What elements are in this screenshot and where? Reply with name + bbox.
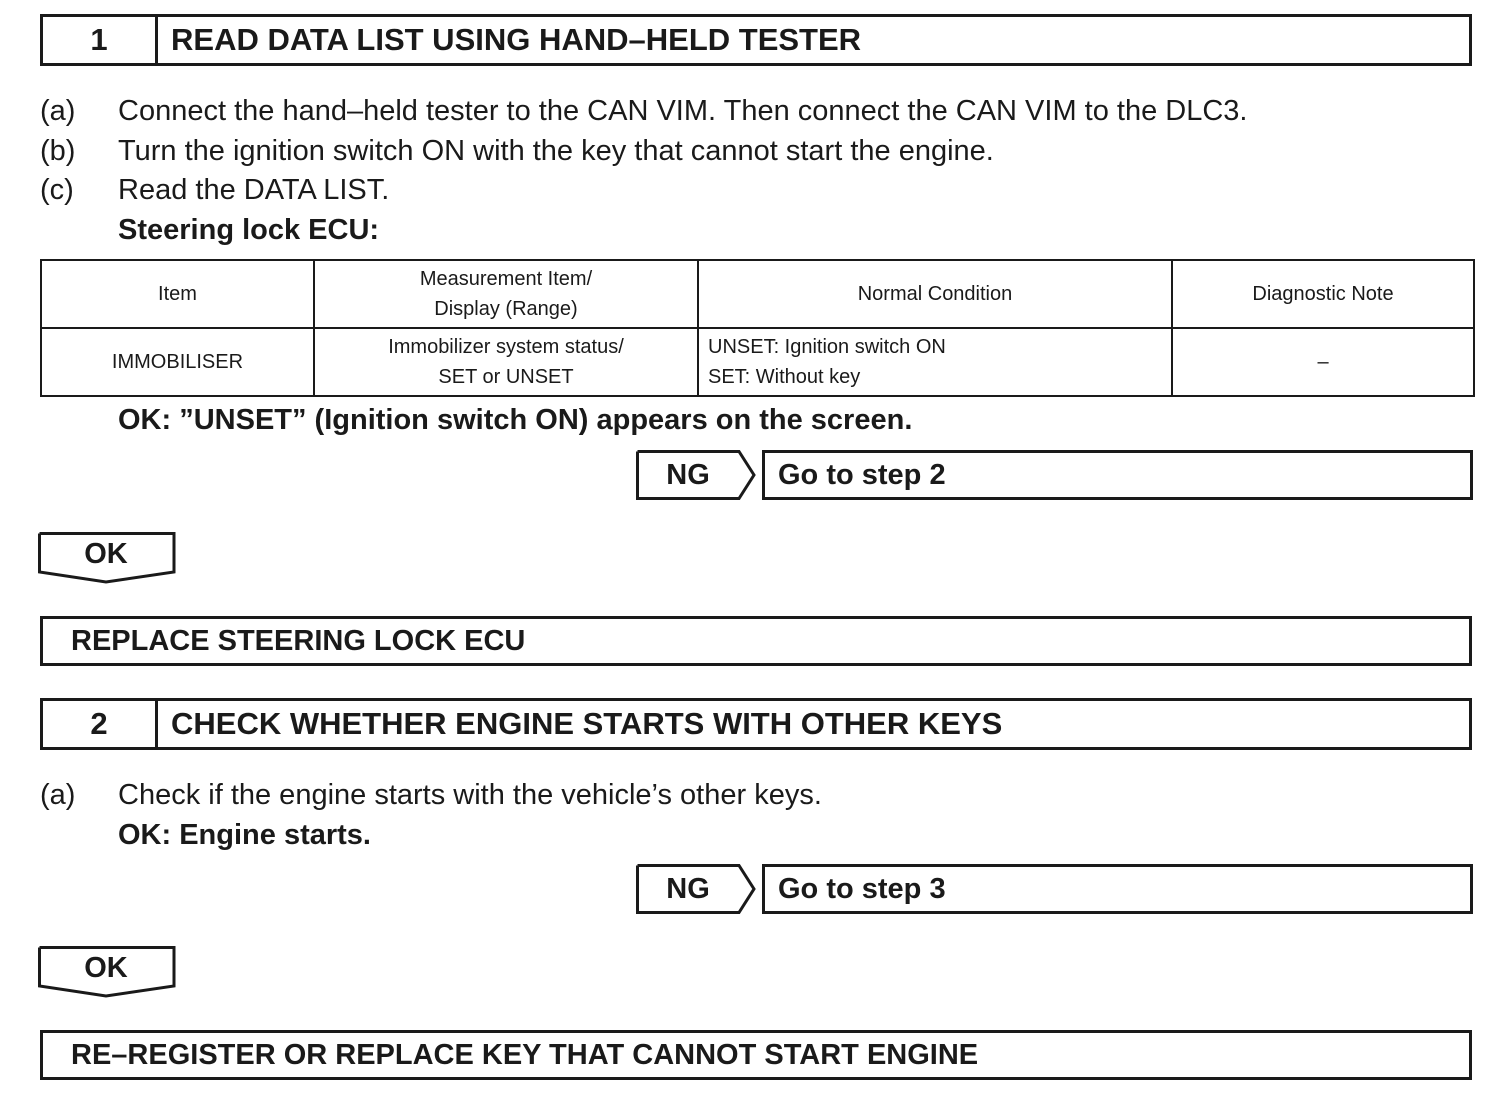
cell-item: IMMOBILISER	[41, 328, 314, 396]
step-2-ok-branch	[38, 946, 176, 998]
header-diagnostic-note: Diagnostic Note	[1172, 260, 1474, 328]
cell-diagnostic-note: –	[1172, 328, 1474, 396]
instruction-c	[40, 170, 1480, 210]
step-2-number: 2	[43, 701, 158, 747]
instruction-label: (c)	[40, 174, 74, 206]
cell-measurement	[314, 328, 698, 396]
table-heading: Steering lock ECU:	[118, 214, 380, 246]
step-1-header	[40, 14, 1472, 66]
cell-measurement-line1: Immobilizer system status/	[388, 336, 624, 358]
step-2-action: RE–REGISTER OR REPLACE KEY THAT CANNOT START ENGINE	[40, 1030, 1472, 1080]
header-measurement-line1: Measurement Item/	[419, 268, 593, 290]
step-2-header	[40, 698, 1472, 750]
instruction-text: Turn the ignition switch ON with the key that cannot start the engine.	[118, 135, 994, 167]
instruction-text: Read the DATA LIST.	[118, 174, 390, 206]
instruction-text: Connect the hand–held tester to the CAN VIM. Then connect the CAN VIM to the DLC3.	[118, 95, 1248, 127]
go-to-step-3[interactable]: Go to step 3	[762, 864, 1473, 914]
ng-arrow	[636, 864, 756, 914]
table-header-row	[41, 260, 1474, 328]
header-measurement	[314, 260, 698, 328]
header-item: Item	[41, 260, 314, 328]
step-1-title: READ DATA LIST USING HAND–HELD TESTER	[171, 22, 862, 57]
step-2-instruction-a	[40, 775, 1480, 815]
cell-normal-line1: UNSET: Ignition switch ON	[708, 336, 946, 358]
cell-normal-condition	[698, 328, 1172, 396]
instruction-b	[40, 131, 1480, 171]
ng-label: NG	[666, 872, 710, 905]
step-1-action: REPLACE STEERING LOCK ECU	[40, 616, 1472, 666]
table-row	[41, 328, 1474, 396]
step-2-ng-branch	[636, 864, 1473, 914]
step-1-ok-branch	[38, 532, 176, 584]
step-1-number: 1	[43, 17, 158, 63]
step-2-ok-condition: OK: Engine starts.	[118, 819, 371, 851]
ng-label: NG	[666, 458, 710, 491]
ok-label: OK	[84, 951, 128, 984]
instruction-label: (a)	[40, 779, 76, 811]
step-1-ok-condition: OK: ”UNSET” (Ignition switch ON) appears on the screen.	[118, 404, 913, 436]
cell-normal-line2: SET: Without key	[708, 366, 861, 388]
instruction-label: (b)	[40, 135, 76, 167]
ng-arrow	[636, 450, 756, 500]
step-2-title: CHECK WHETHER ENGINE STARTS WITH OTHER KEYS	[171, 706, 1003, 741]
instruction-text: Check if the engine starts with the vehicle’s other keys.	[118, 779, 822, 811]
instruction-a	[40, 91, 1480, 131]
header-measurement-line2: Display (Range)	[434, 298, 578, 320]
cell-measurement-line2: SET or UNSET	[438, 366, 574, 388]
data-list-table	[40, 259, 1475, 397]
instruction-label: (a)	[40, 95, 76, 127]
step-1-ng-branch	[636, 450, 1473, 500]
go-to-step-2[interactable]: Go to step 2	[762, 450, 1473, 500]
ok-label: OK	[84, 537, 128, 570]
header-normal-condition: Normal Condition	[698, 260, 1172, 328]
